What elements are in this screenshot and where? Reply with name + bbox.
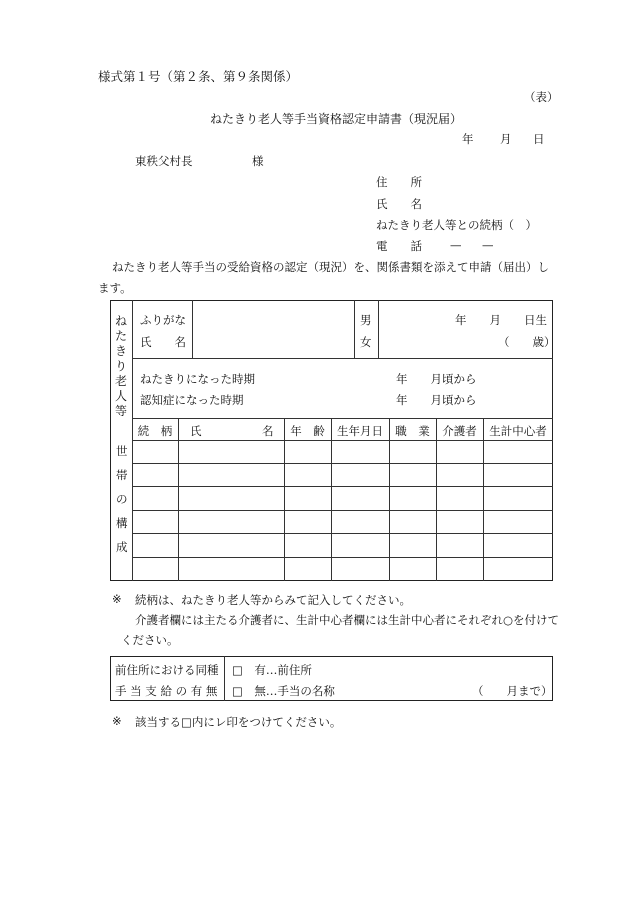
prior-option-no[interactable]: □ 無…手当の名称 (232, 684, 335, 698)
prior-label-1: 前住所における同種 (115, 663, 219, 677)
phone-dash-2: — (482, 238, 494, 252)
col-job: 職 業 (395, 424, 430, 438)
elder-vertical-label: ねたきり老人等 (114, 314, 127, 418)
applicant-relation-label: ねたきり老人等との続柄（ ） (376, 218, 537, 232)
household-label-5: 成 (116, 540, 128, 554)
household-label-3: の (116, 492, 128, 506)
date-year: 年 (462, 132, 474, 146)
dementia-when: 年 月頃から (396, 393, 477, 407)
note1: 続柄は、ねたきり老人等からみて記入してください。 (135, 593, 411, 607)
col-caregiver: 介護者 (442, 424, 477, 438)
prior-label-2: 手 当 支 給 の 有 無 (115, 684, 218, 698)
female-option[interactable]: 女 (360, 335, 372, 349)
date-day: 日 (533, 132, 545, 146)
note1-mark: ※ (112, 592, 122, 606)
date-month: 月 (500, 132, 512, 146)
bedridden-when: 年 月頃から (396, 372, 477, 386)
note3: 該当する□内にレ印をつけてください。 (135, 715, 342, 729)
note3-mark: ※ (112, 714, 122, 728)
form-id: 様式第１号（第２条、第９条関係） (98, 69, 299, 84)
side-label: （表） (524, 90, 559, 104)
addressee-honorific: 様 (252, 154, 264, 168)
col-age: 年 齢 (290, 424, 325, 438)
furigana-label: ふりがな (140, 313, 186, 327)
elder-age: （ 歳） (498, 335, 556, 349)
elder-name-label: 氏 名 (140, 335, 186, 349)
note2-line-1: 介護者欄には主たる介護者に、生計中心者欄には生計中心者にそれぞれ○を付けて (135, 613, 560, 627)
household-label-4: 構 (116, 516, 128, 530)
col-dob: 生年月日 (337, 424, 383, 438)
household-label-2: 帯 (116, 468, 128, 482)
dementia-label: 認知症になった時期 (140, 393, 244, 407)
applicant-phone-label: 電 話 (376, 239, 422, 253)
male-option[interactable]: 男 (360, 313, 372, 327)
applicant-address-label: 住 所 (376, 175, 422, 189)
addressee-name: 東秩父村長 (135, 154, 193, 168)
prior-option-yes[interactable]: □ 有…前住所 (232, 663, 312, 677)
page-title: ねたきり老人等手当資格認定申請書（現況届） (210, 112, 463, 126)
phone-dash-1: — (450, 238, 462, 252)
note2-line-2: ください。 (121, 633, 179, 647)
prior-until: （ 月まで） (472, 684, 553, 698)
applicant-name-label: 氏 名 (376, 197, 422, 211)
bedridden-label: ねたきりになった時期 (140, 372, 255, 386)
elder-dob: 年 月 日生 (455, 313, 547, 327)
col-breadwinner: 生計中心者 (489, 424, 547, 438)
intro-line-2: ます。 (98, 281, 132, 295)
col-name-1: 氏 (190, 424, 202, 438)
intro-line-1: ねたきり老人等手当の受給資格の認定（現況）を、関係書類を添えて申請（届出）し (112, 260, 549, 274)
household-label-1: 世 (116, 444, 128, 458)
col-name-2: 名 (262, 424, 274, 438)
col-relation: 続 柄 (137, 424, 173, 438)
